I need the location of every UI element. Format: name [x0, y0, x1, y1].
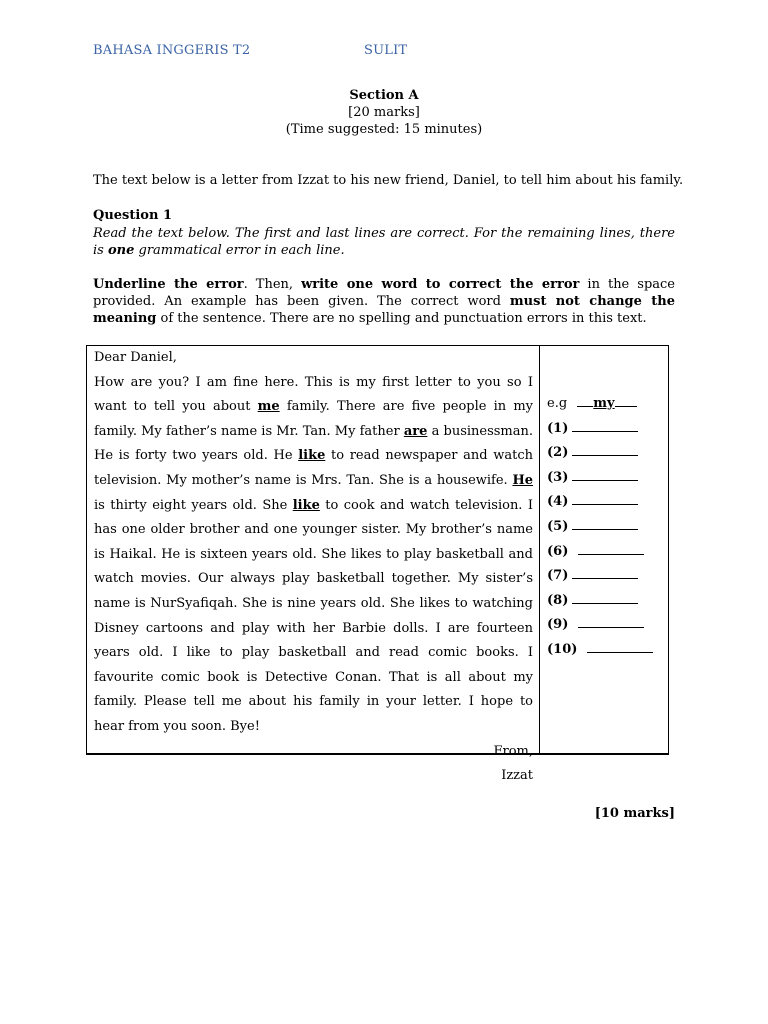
answer-number: (9) [547, 617, 569, 633]
intro-text: The text below is a letter from Izzat to his new friend, Daniel, to tell him about his family. [93, 173, 684, 188]
answer-number: (8) [547, 592, 569, 608]
letter-segment: a businessman. He is forty two years old. He [94, 423, 534, 464]
answer-line[interactable] [547, 466, 653, 491]
answer-number: (4) [547, 494, 569, 510]
answer-number: (7) [547, 568, 569, 584]
answer-line[interactable] [547, 515, 653, 540]
question-instructions [93, 225, 675, 259]
answer-line[interactable] [547, 613, 653, 638]
error-word: He [512, 472, 533, 488]
answer-blank[interactable] [587, 641, 653, 653]
section-time: (Time suggested: 15 minutes) [285, 122, 483, 137]
task-instructions [93, 276, 675, 327]
letter-table [86, 345, 669, 784]
letter-body [94, 371, 533, 740]
section-marks: [20 marks] [348, 105, 420, 120]
answer-blank[interactable] [572, 518, 638, 530]
answer-blank[interactable] [572, 444, 638, 456]
answer-line[interactable] [547, 638, 653, 663]
letter-text [94, 346, 533, 789]
instr-part: Read the text below. The first and last lines are correct. For the remaining lines, there is [93, 226, 675, 258]
letter-segment: family. There are five people in my family. My father’s name is Mr. Tan. My father [94, 399, 533, 439]
instr-part: grammatical error in each line. [134, 243, 345, 258]
question-title: Question 1 [93, 208, 173, 223]
answer-column [547, 392, 653, 663]
answer-line[interactable] [547, 417, 653, 442]
answer-blank[interactable] [572, 420, 638, 432]
task-emphasis: must not change the meaning [93, 294, 675, 326]
task-part: . Then, [243, 277, 302, 292]
task-emphasis: write one word to correct the error [301, 277, 580, 292]
answer-line[interactable] [547, 490, 653, 515]
answer-blank[interactable] [572, 469, 638, 481]
answer-blank[interactable] [572, 592, 638, 604]
answer-number: (6) [547, 543, 569, 559]
error-word: are [403, 423, 428, 439]
answer-number: (2) [547, 445, 569, 461]
letter-segment: to cook and watch television. I has one older brother and one younger sister. My brother’s name is Haikal. He is sixteen years old. She likes to play basketball and watch movies. Our always play basketball together. My sister’s name is NurSyafiqah. She is nine years old. She likes to watching Disney cartoons and play with her Barbie dolls. I are fourteen years old. I like to play basketball and read comic books. I favourite comic book is Detective Conan. That is all about my family. Please tell me about his family in your letter. I hope to hear from you soon. Bye! [94, 497, 533, 734]
example-answer [547, 392, 653, 417]
answer-number: (1) [547, 420, 569, 436]
answer-blank[interactable] [572, 493, 638, 505]
answer-blank[interactable] [578, 543, 644, 555]
answer-blank[interactable] [572, 567, 638, 579]
section-title: Section A [349, 88, 419, 103]
answer-line[interactable] [547, 564, 653, 589]
answer-number: (3) [547, 469, 569, 485]
example-line [577, 395, 593, 407]
column-divider [539, 346, 540, 753]
letter-segment: is thirty eight years old. She [94, 497, 293, 513]
example-value: my [593, 396, 615, 411]
header-subject: BAHASA INGGERIS T2 [93, 43, 251, 58]
answer-number: (5) [547, 518, 569, 534]
answer-number: (10) [547, 641, 578, 657]
answer-line[interactable] [547, 441, 653, 466]
error-word: like [298, 448, 326, 464]
letter-segment: How are you? I am fine here. This is my first letter to you so I want to tell you about [94, 374, 533, 415]
answer-blank[interactable] [578, 616, 644, 628]
instr-emphasis: one [107, 243, 135, 258]
answer-line[interactable] [547, 540, 653, 565]
total-marks: [10 marks] [594, 806, 675, 821]
example-line [615, 395, 637, 407]
answer-line[interactable] [547, 589, 653, 614]
example-label: e.g [547, 396, 568, 411]
task-part: of the sentence. There are no spelling and punctuation errors in this text. [156, 311, 647, 326]
letter-segment: to read newspaper and watch television. My mother’s name is Mrs. Tan. She is a housewife. [94, 448, 534, 488]
error-word: me [257, 399, 280, 415]
header-classification: SULIT [364, 43, 408, 58]
task-part: in the space provided. An example has been given. The correct word [93, 277, 675, 309]
letter-closing: From, [493, 743, 533, 759]
letter-signature: Izzat [501, 768, 533, 784]
task-emphasis: Underline the error [93, 277, 244, 292]
letter-greeting: Dear Daniel, [94, 350, 177, 365]
error-word: like [292, 497, 320, 513]
